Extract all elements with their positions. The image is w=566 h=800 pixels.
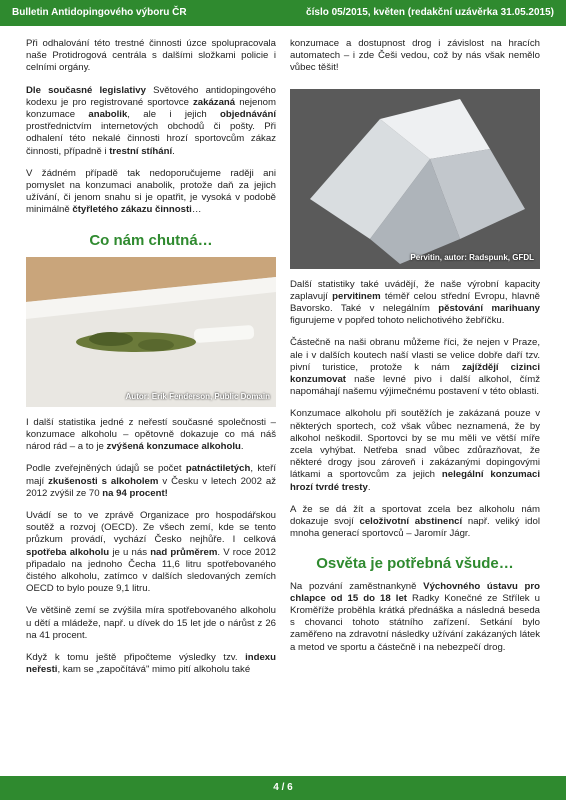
header-bar — [0, 0, 566, 26]
paragraph: konzumace a dostupnost drog i závislost na hracích automatech – i zde Češi vedou, což by nás však nemělo vůbec těšit! — [290, 38, 540, 74]
footer-bar — [0, 776, 566, 800]
pervitin-photo — [290, 89, 540, 269]
paragraph: Konzumace alkoholu při soutěžích je zakázaná pouze v některých sportech, což však vůbec neznamená, že by alkohol neškodil. Sportovci by se mu měli ve větší míře zcela vyhýbat. Netřeba snad vůbec zdůrazňovat, že některé drogy jsou zároveň i zakázanými dopingovými látkami a sportovcům za jejich nelegální konzumaci hrozí tvrdé tresty. — [290, 408, 540, 493]
photo-caption: Pervitin, autor: Radspunk, GFDL — [410, 253, 534, 263]
photo-caption: Autor: Erik Fenderson, Public Domain — [125, 391, 270, 401]
paragraph: A že se dá žít a sportovat zcela bez alkoholu nám dokazuje svojí celoživotní abstinencí např. veliký idol mnoha generací sportovců – Jaromír Jágr. — [290, 503, 540, 540]
right-column — [290, 38, 540, 664]
left-column — [26, 38, 276, 687]
paragraph: Při odhalování této trestné činnosti úzce spolupracovala naše Protidrogová centrála s dalšími složkami policie i celními orgány. — [26, 38, 276, 74]
paragraph: Částečně na naši obranu můžeme říci, že nejen v Praze, ale i v dalších koutech naší vlasti se velice dobře daří tzv. pivní turistice, protože k nám zajíždějí cizinci konzumovat naše levné pivo i další alkohol, čímž napomáhají našemu výjimečnému postavení v této oblasti. — [290, 337, 540, 398]
bulletin-title: Bulletin Antidopingového výboru ČR — [12, 7, 187, 18]
paragraph: Podle zveřejněných údajů se počet patnáctiletých, kteří mají zkušenosti s alkoholem v Česku v letech 2002 až 2012 zvýšil ze 70 na 94 procent! — [26, 463, 277, 499]
section-heading: Osvěta je potřebná všude… — [316, 555, 514, 573]
paragraph: Na pozvání zaměstnankyně Výchovného ústavu pro chlapce od 15 do 18 let Radky Konečné ze Střílek u Kroměříže proběhla krátká přednáška a následná beseda s chovanci tohoto státního zařízení. Setkání bylo zaměřeno na zdravotní následky užívání zakázaných látek a metod ve sportu a částečně i na nebezpečí drog. — [290, 580, 540, 653]
paragraph: Ve většině zemí se zvýšila míra spotřebovaného alkoholu u dětí a mládeže, např. u dívek do 15 let jde o nárůst z 26 na 41 procent. — [26, 605, 276, 641]
paragraph: Dle současné legislativy Světového antidopingového kodexu je pro registrované sportovce zakázaná nejenom konzumace anabolik, ale i jejich objednávání prostřednictvím internetových obchodů či pošty. Při odhalení této nekalé činnosti hrozí sportovcům zákaz činnosti, případně i trestní stíhání. — [26, 84, 277, 157]
paragraph: Uvádí se to ve zprávě Organizace pro hospodářskou soutěž a rozvoj (OECD). Ze všech zemí, kde se tento průzkum provádí, vychází Česko nejhůře. I celková spotřeba alkoholu je u nás nad průměrem. V roce 2012 připadalo na jednoho Čecha 11,6 litru spotřebovaného čistého alkoholu, zatímco v dalších sledovaných zemích OECD to bylo pouze 9,1 litru. — [26, 510, 276, 595]
paragraph: V žádném případě tak nedoporučujeme raději ani pomyslet na konzumaci anabolik, protože daň za jejich užívání, či jenom snahu si je opatřit, je vysoká v podobě minimálně čtyřletého zákazu činnosti… — [26, 167, 276, 216]
page-number: 4 / 6 — [273, 782, 293, 793]
paragraph: Další statistiky také uvádějí, že naše výrobní kapacity zaplavují pervitinem téměř celou střední Evropu, hlavně Bavorsko. Také v nelegálním pěstování marihuany figurujeme v popřed tohoto nelichotivého žebříčku. — [290, 278, 541, 327]
paragraph: I další statistika jedné z neřestí současné společnosti – konzumace alkoholu – opětovně dokazuje co má náš národ rád – a to je zvýšená konzumace alkoholu. — [26, 416, 276, 453]
section-heading: Co nám chutná… — [89, 231, 213, 249]
paragraph: Když k tomu ještě připočteme výsledky tzv. indexu neřesti, kam se „započítává" mimo pití alkoholu také — [26, 652, 276, 676]
marijuana-photo — [26, 257, 276, 407]
issue-info: číslo 05/2015, květen (redakční uzávěrka 31.05.2015) — [306, 7, 554, 18]
